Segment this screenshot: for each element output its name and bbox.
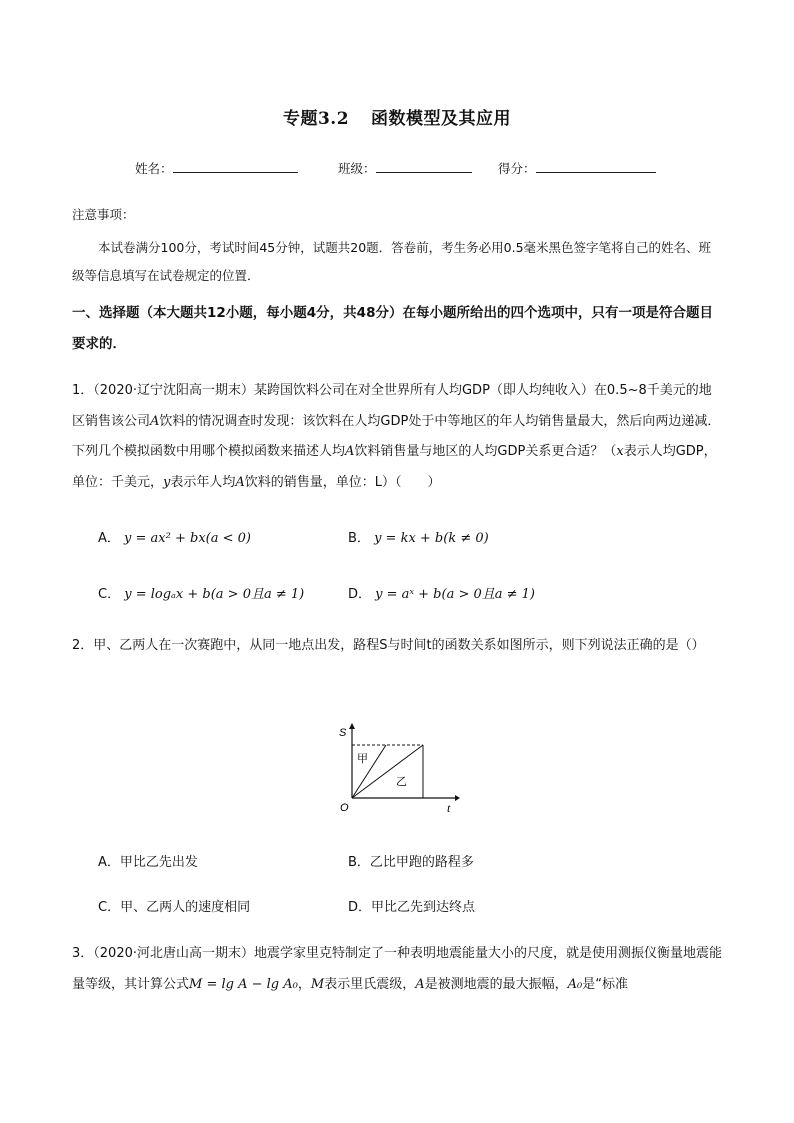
q1-option-c[interactable]	[98, 583, 304, 602]
q1-option-b-label: B．	[348, 531, 370, 546]
page-title	[0, 104, 794, 129]
class-label: 班级：	[338, 161, 376, 176]
y-axis-arrow	[349, 723, 355, 729]
q1-option-a-label: A．	[98, 531, 120, 546]
notice-body: 本试卷满分100分，考试时间45分钟，试题共20题．答卷前，考生务必用0.5毫米黑色签字笔将自己的姓名、班级等信息填写在试卷规定的位置．	[72, 240, 712, 283]
score-blank[interactable]	[536, 160, 656, 173]
q2-option-b-text: 乙比甲跑的路程多	[369, 855, 474, 870]
q2-option-a-label: A．	[98, 855, 120, 870]
q2-option-b-label: B．	[348, 855, 370, 870]
question-1-stem: 1．（2020·辽宁沈阳高一期末）某跨国饮料公司在对全世界所有人均GDP（即人均纯收入）在0.5~8千美元的地区销售该公司A饮料的情况调查时发现：该饮料在人均GDP处于中等地区的年人均销售量最大，然后向两边递减．下列几个模拟函数中用哪个模拟函数来描述人均A饮料销售量与地区的人均GDP关系更合适？（x表示人均GDP，单位：千美元，y表示年人均A饮料的销售量，单位：L）（ ）	[72, 383, 721, 490]
origin-label: O	[340, 802, 349, 814]
q1-option-d-formula: y = aˣ + b(a > 0且a ≠ 1)	[375, 587, 536, 602]
axis-x-label: t	[447, 801, 451, 815]
q2-option-d-label: D．	[348, 900, 372, 915]
score-label: 得分：	[498, 161, 536, 176]
q2-option-c[interactable]	[98, 896, 250, 915]
q1-option-c-label: C．	[98, 587, 121, 602]
q2-option-d[interactable]	[348, 896, 475, 915]
score-field[interactable]	[498, 159, 656, 177]
axis-y-label: S	[339, 727, 347, 739]
section-heading: 一、选择题（本大题共12小题，每小题4分，共48分）在每小题所给出的四个选项中，只有一项是符合题目要求的．	[72, 305, 713, 352]
q2-option-d-text: 甲比乙先到达终点	[371, 900, 476, 915]
label-jia: 甲	[357, 752, 368, 765]
q2-option-a[interactable]	[98, 851, 198, 870]
title-sub: 函数模型及其应用	[371, 109, 512, 129]
q1-option-a[interactable]	[98, 527, 251, 546]
name-blank[interactable]	[173, 160, 298, 173]
class-blank[interactable]	[376, 160, 472, 173]
distance-time-graph	[330, 722, 460, 818]
x-axis-arrow	[455, 795, 460, 801]
label-yi: 乙	[396, 775, 407, 788]
title-main: 专题3.2	[282, 109, 350, 129]
q2-option-c-label: C．	[98, 900, 121, 915]
q1-option-c-formula: y = logₐx + b(a > 0且a ≠ 1)	[124, 587, 305, 602]
q2-option-b[interactable]	[348, 851, 474, 870]
name-field[interactable]	[135, 159, 298, 177]
name-label: 姓名：	[135, 161, 173, 176]
q1-option-b[interactable]	[348, 527, 489, 546]
q1-option-b-formula: y = kx + b(k ≠ 0)	[374, 531, 489, 546]
q3-formula: M = lg A − lg A₀	[189, 977, 298, 992]
q1-option-a-formula: y = ax² + bx(a < 0)	[124, 531, 251, 546]
q1-option-d[interactable]	[348, 583, 535, 602]
question-2-stem: 2．甲、乙两人在一次赛跑中，从同一地点出发，路程S与时间t的函数关系如图所示，则下列说法正确的是（）	[72, 638, 705, 653]
notice-title: 注意事项：	[72, 207, 135, 222]
class-field[interactable]	[338, 159, 472, 177]
q2-option-a-text: 甲比乙先出发	[119, 855, 198, 870]
q2-option-c-text: 甲、乙两人的速度相同	[120, 900, 251, 915]
q1-option-d-label: D．	[348, 587, 372, 602]
question-3-stem: 3．（2020·河北唐山高一期末）地震学家里克特制定了一种表明地震能量大小的尺度，就是使用测振仪衡量地震能量等级，其计算公式M = lg A − lg A₀，M表示里氏震级，A是被测地震的最大振幅，A₀是“标准	[72, 946, 722, 992]
